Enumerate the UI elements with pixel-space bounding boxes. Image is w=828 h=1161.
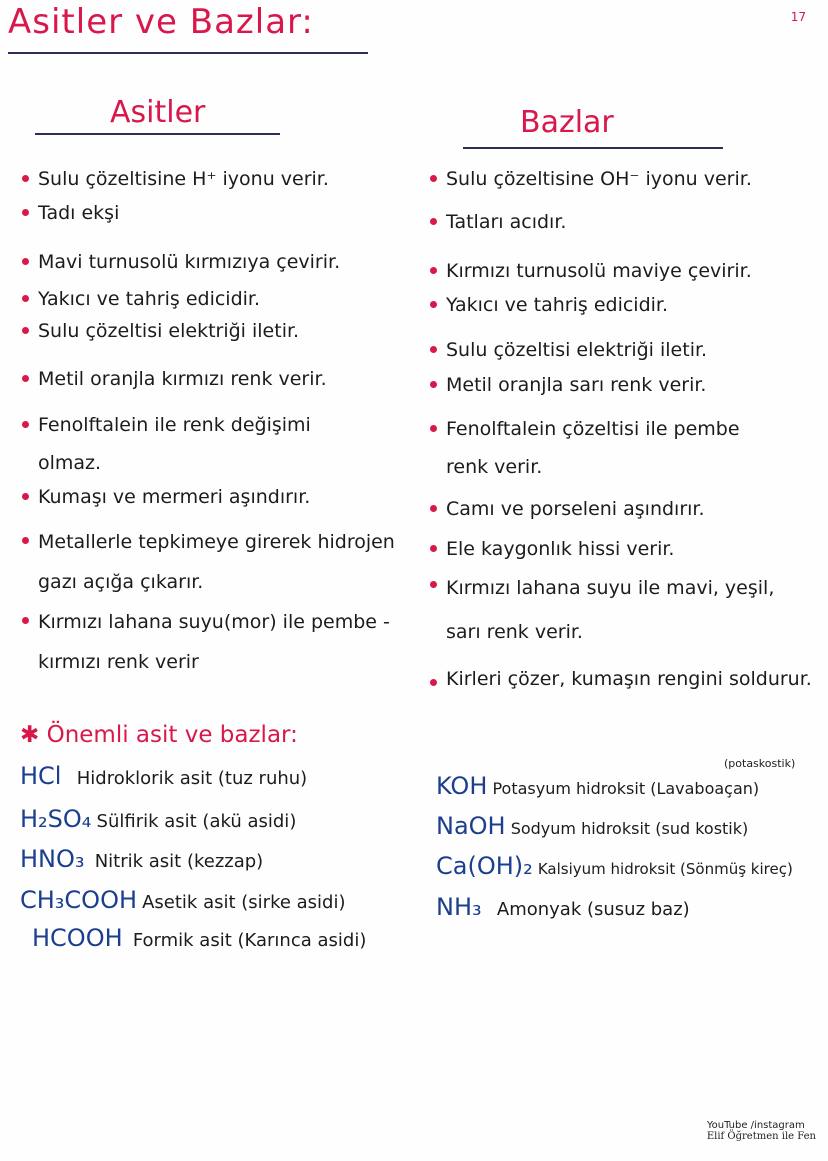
formula: HCOOH [32, 924, 123, 952]
list-item [38, 312, 418, 350]
list-item [446, 530, 818, 568]
credit [707, 1120, 816, 1142]
item-text: Fenolftalein ile renk değişimi olmaz. [38, 414, 311, 474]
compound-name: Sodyum hidroksit (sud kostik) [510, 819, 749, 838]
item-text: Yakıcı ve tahriş edicidir. [446, 294, 669, 316]
list-item [446, 410, 786, 486]
compound-name: Kalsiyum hidroksit (Sönmüş kireç) [537, 860, 793, 878]
compound-name: Hidroklorik asit (tuz ruhu) [76, 768, 308, 789]
bullet-icon [430, 346, 437, 353]
item-text: Sulu çözeltisi elektriği iletir. [38, 320, 300, 342]
list-item [446, 252, 818, 290]
formula: KOH [436, 772, 488, 800]
item-text: Kirleri çözer, kumaşın rengini soldurur. [446, 668, 812, 690]
page-number: 17 [790, 10, 806, 24]
credit-social: YouTube /instagram [706, 1120, 805, 1131]
bullet-icon [430, 679, 437, 686]
bullet-icon [22, 375, 29, 382]
list-item [38, 243, 418, 281]
page-title: Asitler ve Bazlar: [8, 2, 314, 42]
formula-row [20, 805, 296, 833]
formula: HNO₃ [20, 845, 85, 873]
list-item [38, 406, 358, 482]
list-item [38, 160, 418, 198]
bases-heading: Bazlar [520, 105, 614, 140]
item-text: Ele kaygonlık hissi verir. [446, 538, 675, 560]
important-heading-text: Önemli asit ve bazlar: [46, 722, 298, 748]
formula: H₂SO₄ [20, 805, 92, 833]
item-text: Sulu çözeltisine H⁺ iyonu verir. [38, 168, 329, 190]
compound-name: Potasyum hidroksit (Lavaboaçan) [492, 779, 760, 798]
item-text: Metil oranjla sarı renk verir. [446, 374, 707, 396]
formula-row [436, 812, 748, 840]
list-item [446, 664, 816, 694]
item-text: Camı ve porseleni aşındırır. [446, 498, 705, 520]
list-item [38, 478, 418, 516]
bullet-icon [22, 209, 29, 216]
important-heading [20, 722, 298, 748]
acids-underline [35, 133, 280, 135]
bullet-icon [430, 175, 437, 182]
list-item [446, 203, 818, 241]
item-text: Kırmızı lahana suyu(mor) ile pembe - kırmızı renk verir [38, 611, 390, 673]
list-item [38, 522, 408, 602]
formula-row [436, 852, 793, 880]
compound-name: Nitrik asit (kezzap) [94, 851, 264, 872]
formula-row [436, 772, 759, 800]
title-underline [8, 52, 368, 54]
bullet-icon [430, 505, 437, 512]
bullet-icon [22, 295, 29, 302]
list-item [446, 160, 818, 198]
item-text: Metallerle tepkimeye girerek hidrojen gazı açığa çıkarır. [38, 531, 395, 593]
list-item [446, 490, 818, 528]
formula: Ca(OH)₂ [436, 852, 533, 880]
bullet-icon [430, 267, 437, 274]
item-text: Sulu çözeltisi elektriği iletir. [446, 339, 708, 361]
formula: HCl [20, 762, 62, 790]
bullet-icon [22, 421, 29, 428]
credit-author: Elif Öğretmen ile Fen [706, 1131, 816, 1142]
formula-row [20, 845, 263, 873]
bullet-icon [430, 545, 437, 552]
formula-row [20, 886, 346, 914]
bullet-icon [430, 218, 437, 225]
formula: NH₃ [436, 893, 482, 921]
formula-row [20, 762, 307, 790]
formula-row [436, 893, 690, 921]
item-text: Metil oranjla kırmızı renk verir. [38, 368, 327, 390]
acids-heading: Asitler [110, 95, 206, 130]
bullet-icon [22, 537, 29, 544]
item-text: Kumaşı ve mermeri aşındırır. [38, 486, 311, 508]
bullet-icon [22, 617, 29, 624]
list-item [446, 331, 818, 369]
item-text: Kırmızı turnusolü maviye çevirir. [446, 260, 752, 282]
item-text: Tatları acıdır. [446, 211, 567, 233]
bases-underline [463, 147, 723, 149]
formula: CH₃COOH [20, 886, 138, 914]
item-text: Sulu çözeltisine OH⁻ iyonu verir. [446, 168, 752, 190]
compound-note: (potaskostik) [724, 757, 796, 770]
list-item [38, 194, 418, 232]
item-text: Kırmızı lahana suyu ile mavi, yeşil, sarı renk verir. [446, 577, 775, 643]
asterisk-icon: ✱ [20, 722, 47, 748]
formula-row [32, 924, 366, 952]
item-text: Tadı ekşi [38, 202, 120, 224]
list-item [446, 286, 818, 324]
bullet-icon [22, 493, 29, 500]
compound-name: Asetik asit (sirke asidi) [142, 892, 346, 913]
bullet-icon [22, 258, 29, 265]
compound-name: Sülfirik asit (akü asidi) [96, 811, 297, 832]
compound-name: Formik asit (Karınca asidi) [132, 930, 367, 951]
bullet-icon [22, 175, 29, 182]
list-item [38, 360, 418, 398]
bullet-icon [430, 381, 437, 388]
item-text: Mavi turnusolü kırmızıya çevirir. [38, 251, 341, 273]
bullet-icon [430, 425, 437, 432]
bullet-icon [22, 327, 29, 334]
formula: NaOH [436, 812, 506, 840]
list-item [38, 602, 398, 682]
bullet-icon [430, 581, 437, 588]
bullet-icon [430, 301, 437, 308]
compound-name: Amonyak (susuz baz) [496, 899, 690, 920]
item-text: Yakıcı ve tahriş edicidir. [38, 288, 261, 310]
list-item [446, 566, 776, 654]
item-text: Fenolftalein çözeltisi ile pembe renk verir. [446, 418, 740, 478]
list-item [446, 366, 818, 404]
